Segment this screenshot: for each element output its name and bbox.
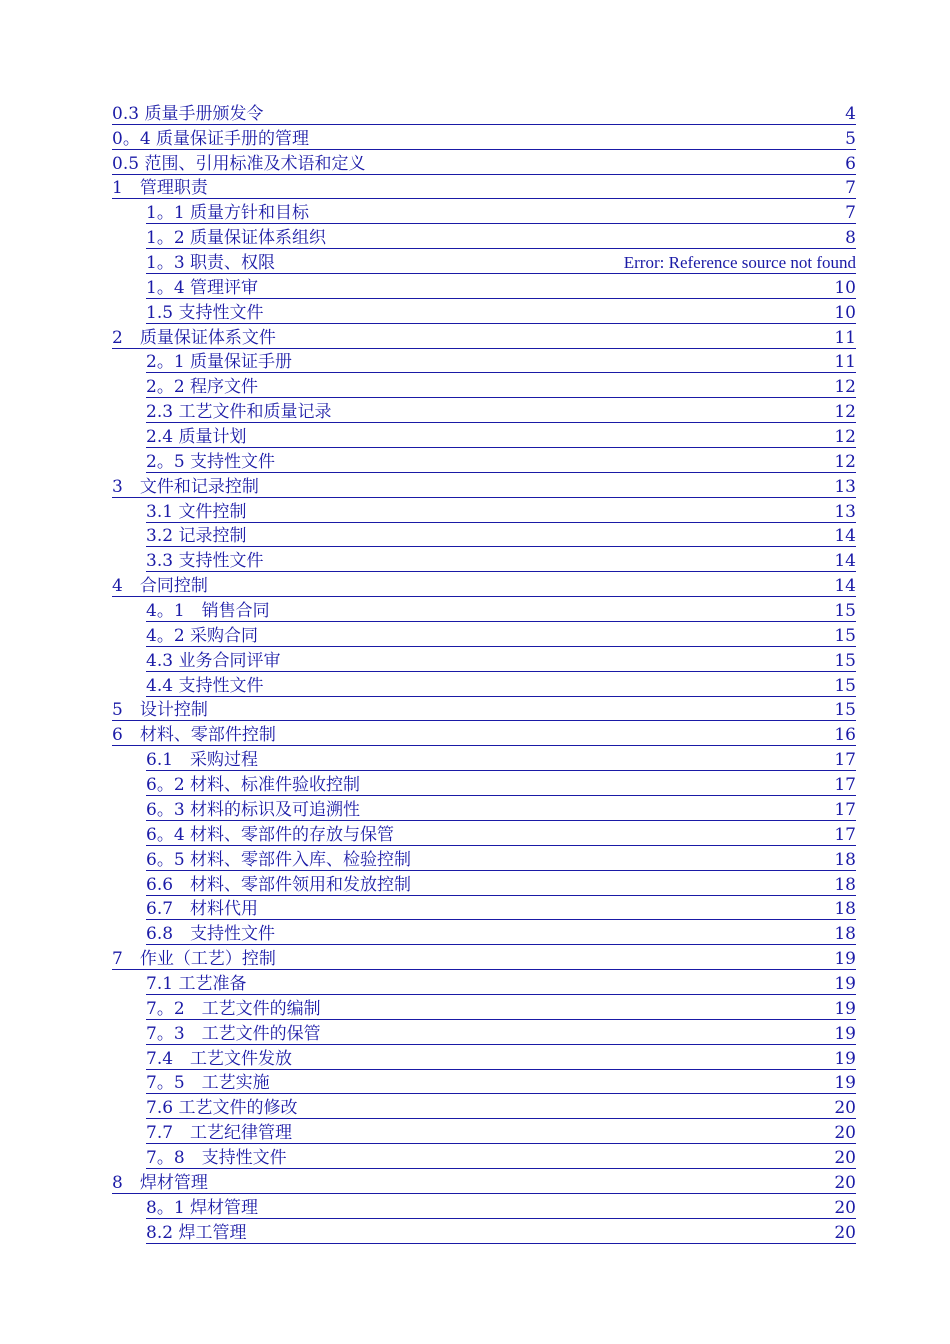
toc-entry-page-number: 19 (834, 973, 856, 994)
toc-entry-title: 0.5 范围、引用标准及术语和定义 (112, 153, 366, 174)
toc-entry[interactable] (146, 547, 856, 572)
toc-entry-title: 2.4 质量计划 (146, 427, 247, 448)
toc-entry-title: 8 焊材管理 (112, 1172, 208, 1193)
toc-entry-title: 7 作业（工艺）控制 (112, 949, 276, 970)
toc-entry-page-number: 12 (834, 451, 856, 472)
toc-entry-page-number: 13 (834, 476, 856, 497)
toc-entry[interactable] (146, 920, 856, 945)
toc-entry-page-number: 11 (834, 327, 856, 348)
toc-entry-title: 7.1 工艺准备 (146, 973, 247, 994)
toc-entry-title: 4。2 采购合同 (146, 625, 259, 646)
toc-entry[interactable] (146, 523, 856, 548)
toc-entry-page-number: 20 (834, 1222, 856, 1243)
toc-entry[interactable] (112, 945, 856, 970)
toc-entry-page-number: 19 (834, 1073, 856, 1094)
toc-entry-page-number: 17 (834, 824, 856, 845)
toc-entry-page-number: 18 (834, 874, 856, 895)
toc-entry-title: 0.3 质量手册颁发令 (112, 103, 264, 124)
toc-entry-title: 4.4 支持性文件 (146, 675, 264, 696)
toc-entry[interactable] (146, 1045, 856, 1070)
toc-entry-title: 6.8 支持性文件 (146, 924, 276, 945)
toc-entry[interactable] (112, 150, 856, 175)
toc-entry-page-number: 20 (834, 1123, 856, 1144)
toc-entry[interactable] (146, 796, 856, 821)
toc-entry-title: 2。1 质量保证手册 (146, 352, 293, 373)
toc-entry-page-number: 14 (834, 551, 856, 572)
toc-entry[interactable] (146, 224, 856, 249)
toc-entry[interactable] (112, 721, 856, 746)
toc-entry[interactable] (146, 1144, 856, 1169)
toc-entry-page-number: 15 (834, 650, 856, 671)
toc-entry-page-number: 10 (834, 302, 856, 323)
toc-entry[interactable] (112, 100, 856, 125)
toc-entry-title: 8.2 焊工管理 (146, 1222, 247, 1243)
toc-entry-page-number: 13 (834, 501, 856, 522)
toc-entry-page-number: 14 (834, 526, 856, 547)
toc-entry-title: 2.3 工艺文件和质量记录 (146, 402, 332, 423)
toc-entry-page-number: 15 (834, 700, 856, 721)
toc-entry[interactable] (146, 423, 856, 448)
toc-entry[interactable] (146, 746, 856, 771)
toc-entry[interactable] (146, 647, 856, 672)
toc-entry-page-number: 12 (834, 427, 856, 448)
toc-entry-page-number: 17 (834, 750, 856, 771)
toc-entry-page-number: 16 (834, 725, 856, 746)
toc-entry[interactable] (146, 299, 856, 324)
toc-entry-page-number: 19 (834, 949, 856, 970)
toc-entry[interactable] (146, 821, 856, 846)
toc-entry-page-number: 15 (834, 601, 856, 622)
toc-entry[interactable] (112, 1169, 856, 1194)
toc-entry[interactable] (112, 125, 856, 150)
toc-entry-page-number: 19 (834, 998, 856, 1019)
toc-entry-title: 7。8 支持性文件 (146, 1147, 287, 1168)
toc-entry-title: 5 设计控制 (112, 700, 208, 721)
toc-entry[interactable] (146, 846, 856, 871)
toc-entry-page-number: 15 (834, 625, 856, 646)
toc-entry[interactable] (146, 896, 856, 921)
toc-entry-page-number: 18 (834, 924, 856, 945)
toc-entry[interactable] (146, 249, 856, 274)
toc-entry-title: 7.4 工艺文件发放 (146, 1048, 293, 1069)
toc-entry-page-number: 20 (834, 1098, 856, 1119)
toc-entry-page-number: 11 (834, 352, 856, 373)
toc-entry[interactable] (146, 771, 856, 796)
toc-entry-title: 6.6 材料、零部件领用和发放控制 (146, 874, 412, 895)
toc-entry-title: 6.1 采购过程 (146, 750, 259, 771)
toc-entry-page-number: 12 (834, 402, 856, 423)
toc-entry[interactable] (146, 995, 856, 1020)
toc-entry[interactable] (146, 1070, 856, 1095)
toc-entry-title: 1。2 质量保证体系组织 (146, 228, 327, 249)
toc-entry-page-number: 19 (834, 1048, 856, 1069)
toc-entry-page-number: 12 (834, 377, 856, 398)
toc-entry[interactable] (112, 697, 856, 722)
toc-entry-title: 6。2 材料、标准件验收控制 (146, 775, 361, 796)
toc-entry-page-number: 18 (834, 899, 856, 920)
toc-entry-title: 6。3 材料的标识及可追溯性 (146, 799, 361, 820)
toc-entry-title: 4。1 销售合同 (146, 601, 270, 622)
toc-entry[interactable] (146, 349, 856, 374)
toc-entry-page-number: 5 (845, 128, 856, 149)
toc-entry[interactable] (146, 1094, 856, 1119)
toc-entry[interactable] (146, 871, 856, 896)
toc-entry[interactable] (146, 448, 856, 473)
toc-entry[interactable] (146, 672, 856, 697)
toc-entry-title: 7。3 工艺文件的保管 (146, 1023, 321, 1044)
toc-entry-title: 7.6 工艺文件的修改 (146, 1098, 298, 1119)
toc-entry[interactable] (146, 1119, 856, 1144)
toc-entry-page-number: 8 (845, 228, 856, 249)
toc-entry-title: 7。2 工艺文件的编制 (146, 998, 321, 1019)
toc-entry[interactable] (146, 597, 856, 622)
toc-entry-title: 3.3 支持性文件 (146, 551, 264, 572)
toc-entry-title: 8。1 焊材管理 (146, 1197, 259, 1218)
toc-entry-page-number: 18 (834, 849, 856, 870)
toc-entry[interactable] (146, 398, 856, 423)
toc-entry-title: 4.3 业务合同评审 (146, 650, 281, 671)
toc-entry[interactable] (146, 1219, 856, 1244)
toc-entry[interactable] (112, 175, 856, 200)
toc-entry[interactable] (146, 274, 856, 299)
toc-entry[interactable] (112, 572, 856, 597)
toc-entry[interactable] (146, 970, 856, 995)
toc-entry-page-number: 7 (845, 178, 856, 199)
toc-entry-title: 1。3 职责、权限 (146, 253, 276, 274)
toc-entry-page-number: Error: Reference source not found (623, 253, 856, 273)
toc-entry-page-number: 17 (834, 775, 856, 796)
toc-entry-title: 0。4 质量保证手册的管理 (112, 128, 310, 149)
toc-entry-page-number: 15 (834, 675, 856, 696)
toc-entry-title: 1。1 质量方针和目标 (146, 203, 310, 224)
table-of-contents (112, 100, 856, 1244)
toc-entry[interactable] (146, 373, 856, 398)
toc-entry-page-number: 17 (834, 799, 856, 820)
toc-entry[interactable] (112, 324, 856, 349)
toc-entry-title: 4 合同控制 (112, 576, 208, 597)
toc-entry-page-number: 14 (834, 576, 856, 597)
toc-entry-title: 3.1 文件控制 (146, 501, 247, 522)
toc-entry-title: 7.7 工艺纪律管理 (146, 1123, 293, 1144)
toc-entry-title: 3 文件和记录控制 (112, 476, 259, 497)
toc-entry[interactable] (112, 473, 856, 498)
toc-entry-page-number: 20 (834, 1147, 856, 1168)
toc-entry-title: 6。4 材料、零部件的存放与保管 (146, 824, 395, 845)
toc-entry[interactable] (146, 1194, 856, 1219)
toc-entry-page-number: 19 (834, 1023, 856, 1044)
toc-entry-page-number: 20 (834, 1197, 856, 1218)
toc-entry-title: 6 材料、零部件控制 (112, 725, 276, 746)
toc-entry-title: 6。5 材料、零部件入库、检验控制 (146, 849, 412, 870)
toc-entry-title: 3.2 记录控制 (146, 526, 247, 547)
toc-entry-title: 7。5 工艺实施 (146, 1073, 270, 1094)
toc-entry-page-number: 7 (845, 203, 856, 224)
toc-entry[interactable] (146, 199, 856, 224)
toc-entry-title: 2。5 支持性文件 (146, 451, 276, 472)
toc-entry-page-number: 6 (845, 153, 856, 174)
toc-entry-page-number: 10 (834, 277, 856, 298)
toc-entry-title: 2 质量保证体系文件 (112, 327, 276, 348)
toc-entry-title: 1.5 支持性文件 (146, 302, 264, 323)
toc-entry-title: 6.7 材料代用 (146, 899, 259, 920)
toc-entry-title: 2。2 程序文件 (146, 377, 259, 398)
toc-entry-page-number: 4 (845, 103, 856, 124)
toc-entry-page-number: 20 (834, 1172, 856, 1193)
toc-entry-title: 1 管理职责 (112, 178, 208, 199)
toc-entry[interactable] (146, 498, 856, 523)
toc-entry[interactable] (146, 622, 856, 647)
toc-entry-title: 1。4 管理评审 (146, 277, 259, 298)
toc-entry[interactable] (146, 1020, 856, 1045)
